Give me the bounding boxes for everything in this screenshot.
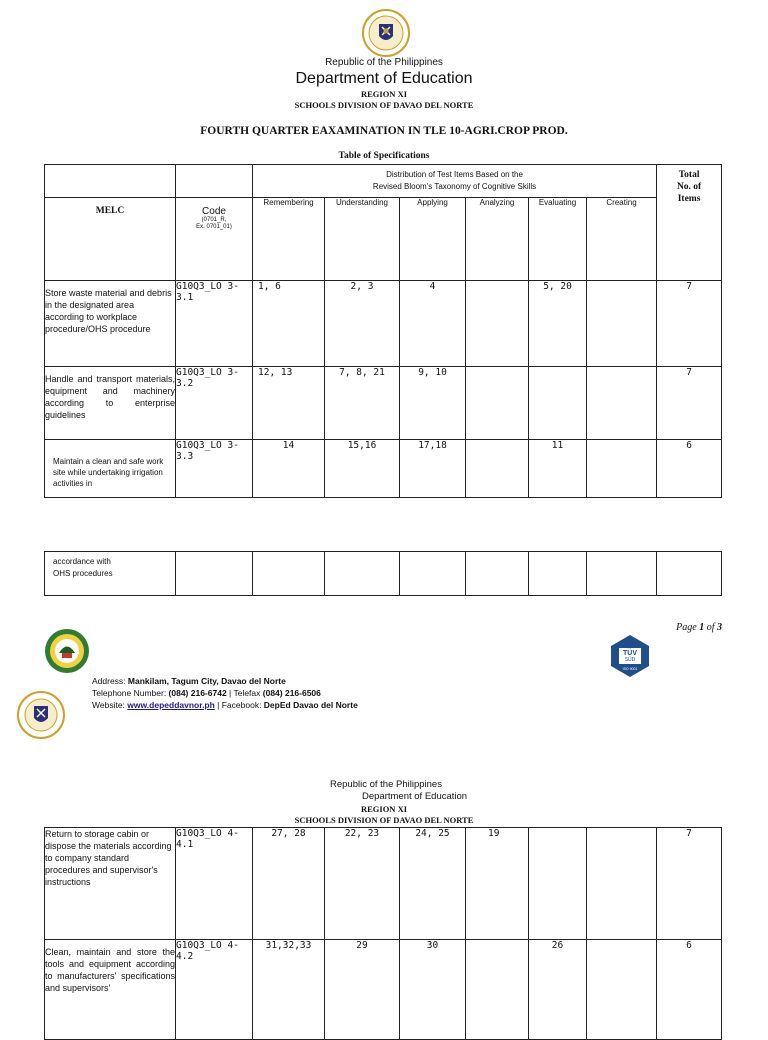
level-header-remembering: Remembering <box>253 198 325 281</box>
level-header-applying: Applying <box>400 198 466 281</box>
melc-cell: Store waste material and debris in the designated area according to workplace procedure/OHS procedure <box>45 281 176 367</box>
tuv-tiny-text: ISO 9001 <box>622 667 638 671</box>
code-cell: G10Q3_LO 3-3.2 <box>176 367 253 440</box>
understanding-cell: 22, 23 <box>325 828 400 940</box>
code-cell: G10Q3_LO 3-3.3 <box>176 440 253 498</box>
analyzing-cell <box>466 940 529 1040</box>
total-cell: 7 <box>657 281 722 367</box>
phone-line: Telephone Number: (084) 216-6742 | Telefax (084) 216-6506 <box>92 688 321 698</box>
website-line: Website: www.depeddavnor.ph | Facebook: DepEd Davao del Norte <box>92 700 358 710</box>
applying-cell: 30 <box>400 940 466 1040</box>
melc-cell: Maintain a clean and safe work site while undertaking irrigation activities in <box>45 440 176 498</box>
distribution-header: Distribution of Test Items Based on the Revised Bloom's Taxonomy of Cognitive Skills <box>253 165 657 198</box>
remembering-cell: 31,32,33 <box>253 940 325 1040</box>
creating-cell <box>587 828 657 940</box>
division-text-p2: SCHOOLS DIVISION OF DAVAO DEL NORTE <box>294 815 474 825</box>
code-cell: G10Q3_LO 4-4.1 <box>176 828 253 940</box>
remembering-cell: 1, 6 <box>253 281 325 367</box>
department-text-p2: Department of Education <box>362 791 468 802</box>
department-title: Department of Education <box>295 70 473 87</box>
evaluating-cell: 5, 20 <box>529 281 587 367</box>
tuv-certification-logo <box>608 634 652 678</box>
remembering-cell: 27, 28 <box>253 828 325 940</box>
tos-table-page2 <box>44 827 722 1040</box>
analyzing-cell <box>466 281 529 367</box>
understanding-cell: 2, 3 <box>325 281 400 367</box>
deped-seal-small-logo <box>16 690 66 740</box>
level-header-creating: Creating <box>587 198 657 281</box>
creating-cell <box>587 440 657 498</box>
blank-header-cell <box>176 165 253 198</box>
total-cell: 6 <box>657 440 722 498</box>
region-text-p2: REGION XI <box>360 804 408 814</box>
table-row <box>45 440 722 498</box>
tuv-sub-text: SÜD <box>624 657 636 663</box>
blank-header-cell <box>45 165 176 198</box>
tos-table-continuation <box>44 551 722 596</box>
table-row <box>45 940 722 1040</box>
tuv-text: TÜV <box>623 650 637 657</box>
evaluating-cell: 26 <box>529 940 587 1040</box>
code-cell: G10Q3_LO 3-3.1 <box>176 281 253 367</box>
understanding-cell: 15,16 <box>325 440 400 498</box>
creating-cell <box>587 281 657 367</box>
melc-cell: Return to storage cabin or dispose the materials according to company standard procedures and supervisor's instructions <box>45 828 176 940</box>
total-cell: 7 <box>657 367 722 440</box>
level-header-understanding: Understanding <box>325 198 400 281</box>
region-text: REGION XI <box>360 89 408 99</box>
understanding-cell: 7, 8, 21 <box>325 367 400 440</box>
total-cell: 7 <box>657 828 722 940</box>
division-seal-logo <box>44 628 90 674</box>
analyzing-cell <box>466 367 529 440</box>
melc-cell: Handle and transport materials, equipment and machinery according to enterprise guidelines <box>45 367 176 440</box>
creating-cell <box>587 367 657 440</box>
republic-text-p2: Republic of the Philippines <box>330 779 442 790</box>
deped-seal-logo <box>355 8 417 58</box>
tos-table-page1 <box>44 164 722 498</box>
applying-cell: 24, 25 <box>400 828 466 940</box>
table-row <box>45 552 722 596</box>
remembering-cell: 14 <box>253 440 325 498</box>
address-line: Address: Mankilam, Tagum City, Davao del Norte <box>92 676 286 686</box>
understanding-cell: 29 <box>325 940 400 1040</box>
website-link[interactable]: www.depeddavnor.ph <box>127 700 215 710</box>
level-header-analyzing: Analyzing <box>466 198 529 281</box>
tos-title: Table of Specifications <box>338 151 430 161</box>
division-text: SCHOOLS DIVISION OF DAVAO DEL NORTE <box>294 100 474 110</box>
evaluating-cell: 11 <box>529 440 587 498</box>
evaluating-cell <box>529 367 587 440</box>
melc-header: MELC <box>45 198 176 281</box>
total-items-header: Total No. of Items <box>657 165 722 281</box>
analyzing-cell: 19 <box>466 828 529 940</box>
code-cell: G10Q3_LO 4-4.2 <box>176 940 253 1040</box>
table-row <box>45 281 722 367</box>
evaluating-cell <box>529 828 587 940</box>
melc-cell: Clean, maintain and store the tools and equipment according to manufacturers' specifications and supervisors' <box>45 940 176 1040</box>
applying-cell: 17,18 <box>400 440 466 498</box>
level-header-evaluating: Evaluating <box>529 198 587 281</box>
total-cell: 6 <box>657 940 722 1040</box>
page-number: Page 1 of 3 <box>676 622 722 633</box>
analyzing-cell <box>466 440 529 498</box>
republic-text: Republic of the Philippines <box>325 57 443 68</box>
melc-continuation-cell: accordance with OHS procedures <box>45 552 176 596</box>
creating-cell <box>587 940 657 1040</box>
exam-title: FOURTH QUARTER EAXAMINATION IN TLE 10-AGRI.CROP PROD. <box>200 125 568 137</box>
remembering-cell: 12, 13 <box>253 367 325 440</box>
table-row <box>45 828 722 940</box>
applying-cell: 9, 10 <box>400 367 466 440</box>
applying-cell: 4 <box>400 281 466 367</box>
contact-block <box>92 675 358 711</box>
code-header: Code (0701_R, Ex. 0701_01) <box>176 198 253 281</box>
table-row <box>45 367 722 440</box>
